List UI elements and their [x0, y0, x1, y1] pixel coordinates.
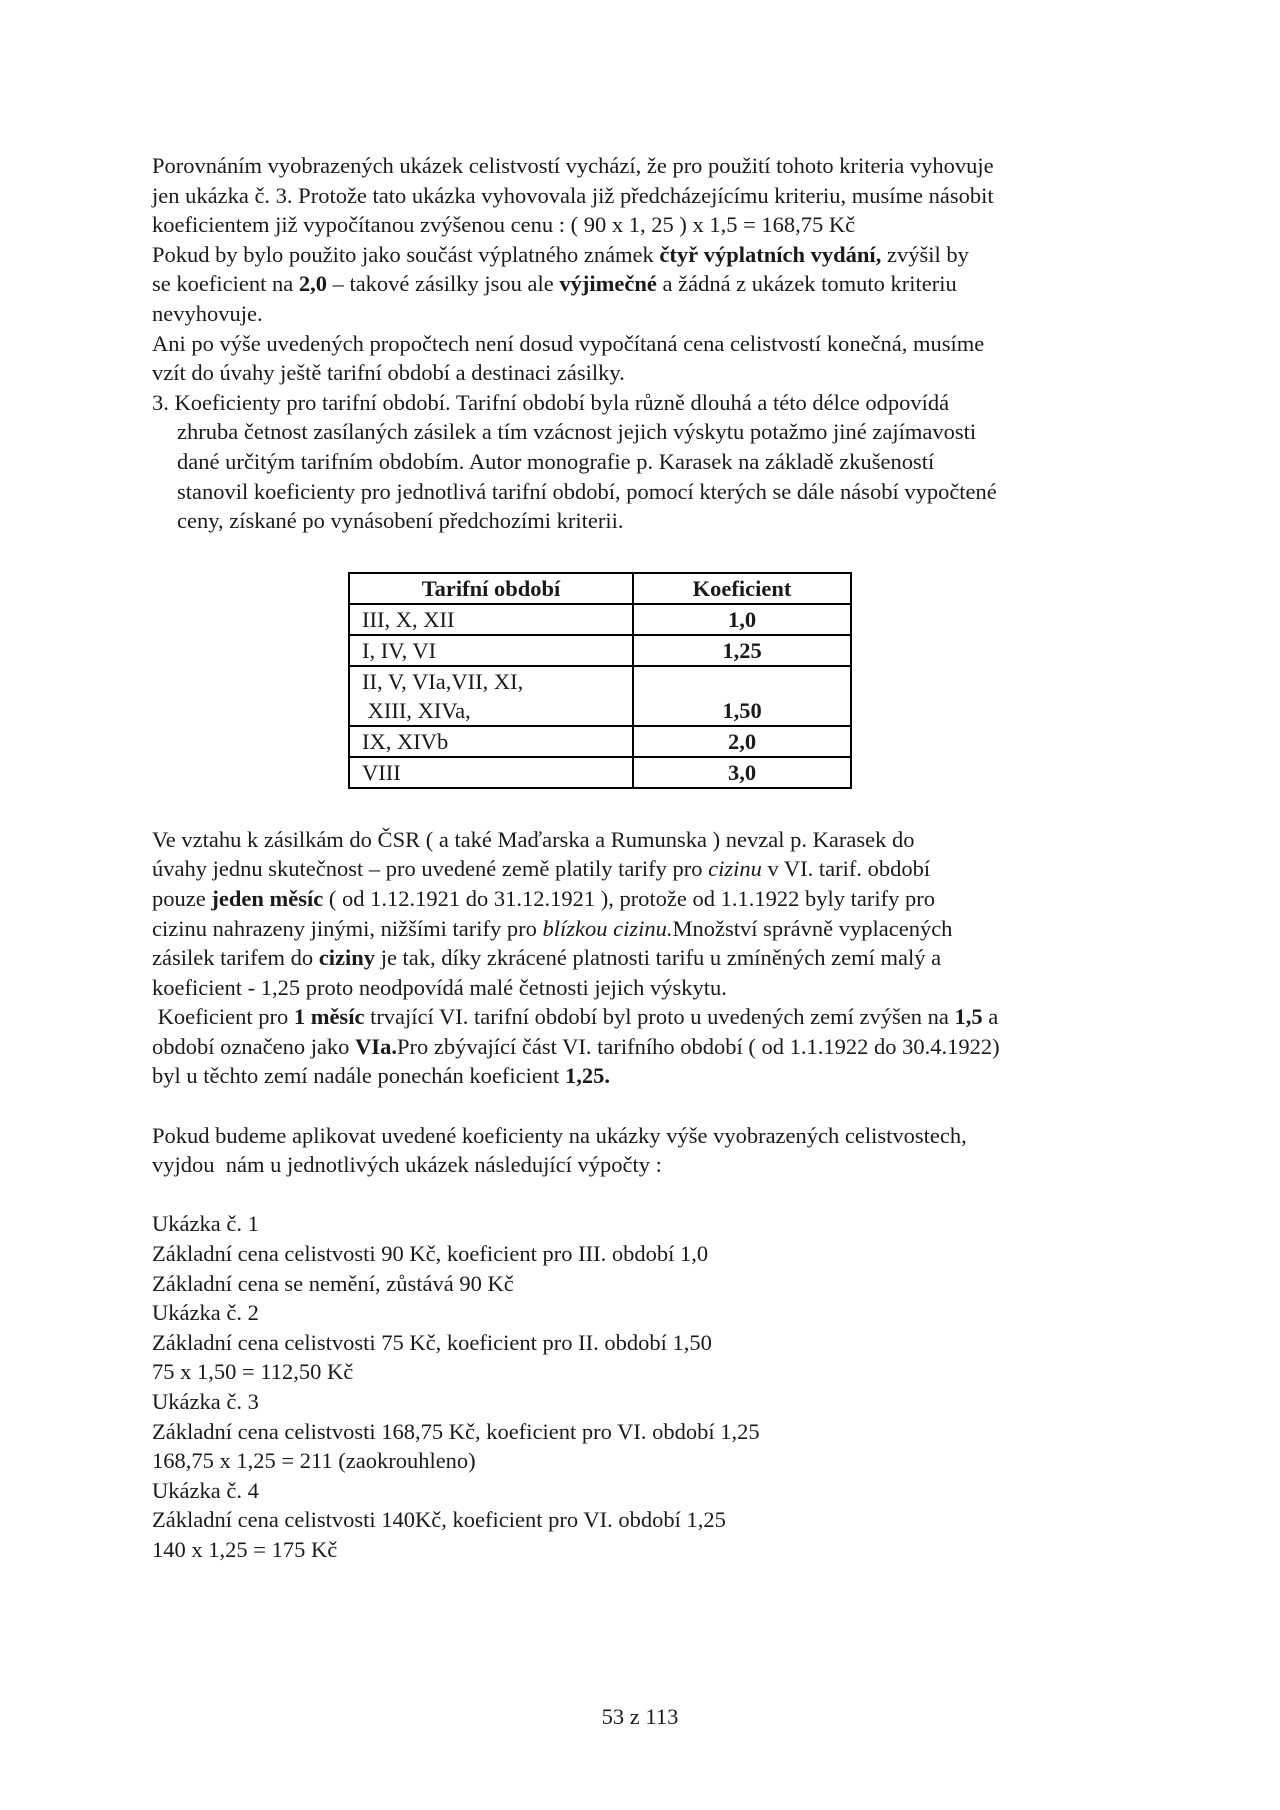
text-run: – takové zásilky jsou ale [326, 271, 560, 297]
text-run: pouze [152, 885, 212, 911]
text-line [152, 943, 1142, 973]
text-line: Základní cena celistvosti 168,75 Kč, koeficient pro VI. období 1,25 [152, 1418, 760, 1444]
table-cell-period: IX, XIVb [349, 726, 633, 757]
text-run: období označeno jako [152, 1033, 356, 1059]
table-cell-coefficient: 1,50 [633, 666, 851, 726]
paragraph-1 [152, 151, 1142, 240]
text-line: Ani po výše uvedených propočtech není dosud vypočítaná cena celistvostí konečná, musíme [152, 330, 985, 356]
bold-text: výjimečné [559, 271, 657, 297]
text-line: 3. Koeficienty pro tarifní období. Tarifní období byla různě dlouhá a této délce odpovídá [152, 389, 950, 415]
text-line: zhruba četnost zasílaných zásilek a tím vzácnost jejich výskytu potažmo jiné zajímavosti [177, 419, 977, 445]
text-run: Množství správně vyplacených [672, 915, 953, 941]
text-line: koeficientem již vypočítanou zvýšenou cenu : ( 90 x 1, 25 ) x 1,5 = 168,75 Kč [152, 212, 856, 238]
table-row [349, 604, 851, 635]
example-heading: Ukázka č. 1 [152, 1211, 259, 1237]
text-line [152, 1061, 1142, 1091]
text-run: trvající VI. tarifní období byl proto u uvedených zemí zvýšen na [364, 1004, 955, 1030]
table-header-coefficient: Koeficient [633, 573, 851, 604]
bold-text: VIa. [355, 1033, 397, 1059]
tariff-coefficient-table [348, 572, 852, 789]
bold-text: ciziny [318, 945, 376, 971]
text-line: stanovil koeficienty pro jednotlivá tarifní období, pomocí kterých se dále násobí vypočtené [177, 478, 997, 504]
table-cell-coefficient: 1,0 [633, 604, 851, 635]
paragraph-4 [152, 388, 1142, 536]
text-run: zásilek tarifem do [152, 945, 319, 971]
text-line: 140 x 1,25 = 175 Kč [152, 1536, 338, 1562]
text-line: ceny, získané po vynásobení předchozími kriterii. [177, 508, 624, 534]
example-heading: Ukázka č. 3 [152, 1389, 259, 1414]
text-line: Základní cena se nemění, zůstává 90 Kč [152, 1270, 514, 1296]
text-run: cizinu nahrazeny jinými, nižšími tarify pro [152, 915, 543, 941]
text-line [152, 1002, 1142, 1032]
text-run: v VI. tarif. období [761, 856, 931, 882]
table-row [349, 666, 851, 726]
text-line: Základní cena celistvosti 140Kč, koeficient pro VI. období 1,25 [152, 1507, 726, 1533]
spacer [152, 1091, 1142, 1121]
bold-text: 1,25. [564, 1063, 610, 1089]
table-header-period: Tarifní období [349, 573, 633, 604]
text-line [152, 269, 1142, 299]
table-row [349, 726, 851, 757]
text-run: byl u těchto zemí nadále ponechán koeficient [152, 1063, 565, 1089]
paragraph-3 [152, 329, 1142, 388]
paragraph-5 [152, 825, 1142, 1091]
table-cell-period: I, IV, VI [349, 635, 633, 666]
text-line: Ve vztahu k zásilkám do ČSR ( a také Maďarska a Rumunska ) nevzal p. Karasek do [152, 826, 915, 852]
bold-text: 2,0 [298, 271, 327, 297]
text-line: vzít do úvahy ještě tarifní období a destinaci zásilky. [152, 360, 625, 386]
text-run: Koeficient pro [152, 1004, 294, 1030]
text-line: Základní cena celistvosti 90 Kč, koeficient pro III. období 1,0 [152, 1241, 709, 1267]
bold-text: jeden měsíc [211, 885, 324, 911]
text-line: nevyhovuje. [152, 300, 263, 326]
table-header-row [349, 573, 851, 604]
document-page [152, 151, 1142, 1565]
table-cell-period: III, X, XII [349, 604, 633, 635]
italic-text: cizinu [708, 856, 762, 882]
page-number: 53 z 113 [601, 1704, 679, 1729]
spacer [152, 789, 1142, 825]
text-run: Pro zbývající část VI. tarifního období ( od 1.1.1922 do 30.4.1922) [396, 1033, 1000, 1059]
text-run: a žádná z ukázek tomuto kriteriu [656, 271, 957, 297]
text-line: vyjdou nám u jednotlivých ukázek následující výpočty : [152, 1152, 662, 1178]
text-line [152, 240, 1142, 270]
examples-list [152, 1209, 1142, 1564]
table-row [349, 635, 851, 666]
bold-text: 1 měsíc [293, 1004, 365, 1030]
text-line: 75 x 1,50 = 112,50 Kč [152, 1359, 354, 1385]
text-line: Porovnáním vyobrazených ukázek celistvostí vychází, že pro použití tohoto kriteria vyhovuje [152, 153, 994, 178]
text-line: dané určitým tarifním obdobím. Autor monografie p. Karasek na základě zkušeností [177, 448, 935, 474]
text-run: je tak, díky zkrácené platnosti tarifu u zmíněných zemí malý a [375, 945, 942, 971]
bold-text: čtyř výplatních vydání, [659, 241, 882, 267]
text-line [152, 914, 1142, 944]
bold-text: 1,5 [954, 1004, 983, 1030]
spacer [152, 1180, 1142, 1210]
text-run: a [982, 1004, 999, 1030]
example-heading: Ukázka č. 4 [152, 1477, 259, 1503]
text-line [152, 884, 1142, 914]
text-run: se koeficient na [152, 271, 299, 297]
cell-line: II, V, VIa,VII, XI, [362, 668, 524, 694]
table-cell-coefficient: 3,0 [633, 757, 851, 788]
table-row [349, 757, 851, 788]
text-run: Pokud by bylo použito jako součást výplatného známek [152, 241, 660, 267]
text-line [152, 854, 1142, 884]
text-run: ( od 1.12.1921 do 31.12.1921 ), protože od 1.1.1922 byly tarify pro [323, 885, 935, 911]
text-line: Základní cena celistvosti 75 Kč, koeficient pro II. období 1,50 [152, 1329, 712, 1355]
table-cell-period: VIII [349, 757, 633, 788]
text-line: Pokud budeme aplikovat uvedené koeficienty na ukázky výše vyobrazených celistvostech, [152, 1122, 967, 1148]
tariff-table-wrapper [348, 572, 1142, 789]
text-run: úvahy jednu skutečnost – pro uvedené země platily tarify pro [152, 856, 709, 882]
table-cell-coefficient: 1,25 [633, 635, 851, 666]
italic-text: blízkou cizinu. [542, 915, 673, 941]
example-heading: Ukázka č. 2 [152, 1300, 259, 1326]
text-line [152, 1032, 1142, 1062]
text-line: koeficient - 1,25 proto neodpovídá malé četnosti jejich výskytu. [152, 974, 727, 1000]
table-cell-period [349, 666, 633, 726]
text-line: jen ukázka č. 3. Protože tato ukázka vyhovovala již předcházejícímu kriteriu, musíme násobit [152, 182, 994, 208]
paragraph-2 [152, 240, 1142, 329]
table-cell-coefficient: 2,0 [633, 726, 851, 757]
text-run: zvýšil by [881, 241, 969, 267]
text-line: 168,75 x 1,25 = 211 (zaokrouhleno) [152, 1448, 476, 1474]
paragraph-6 [152, 1121, 1142, 1180]
cell-line: XIII, XIVa, [362, 697, 471, 723]
